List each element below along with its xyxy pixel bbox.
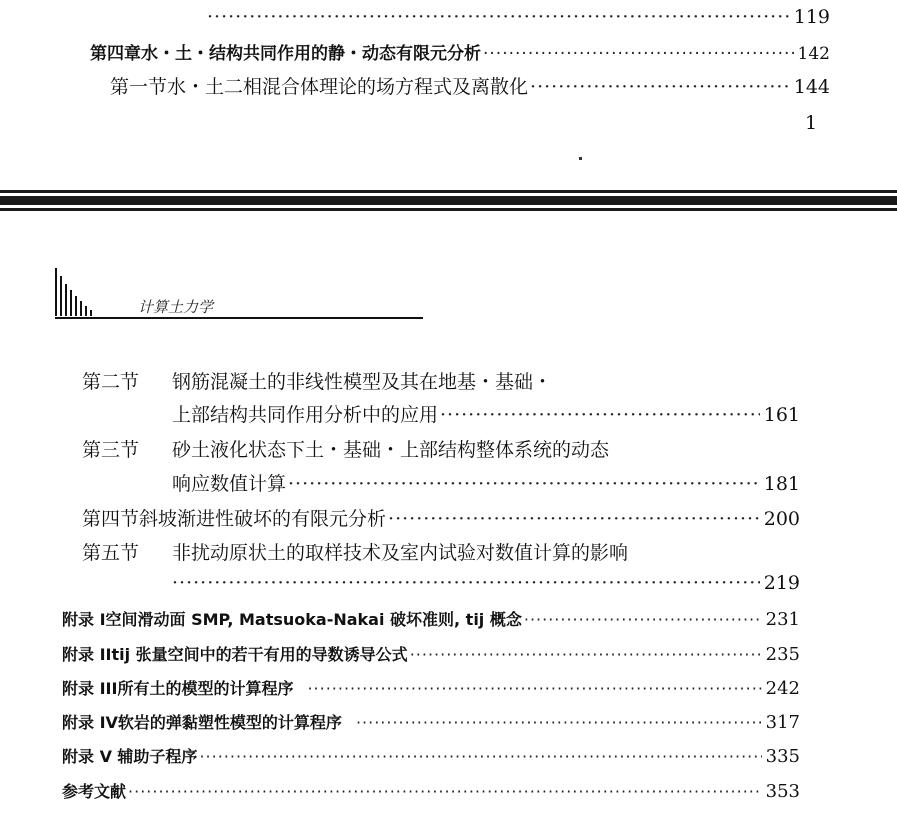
section-title-cont: 响应数值计算: [172, 473, 287, 495]
appendix-title: 软岩的弹黏塑性模型的计算程序: [117, 713, 342, 732]
prev-page-number: 1: [805, 112, 818, 134]
toc-section-5-cont[interactable]: [172, 572, 800, 594]
toc-appendix-2[interactable]: [62, 642, 800, 665]
dot-leader: [388, 508, 760, 530]
page-number: 242: [765, 678, 800, 699]
toc-section-5[interactable]: [82, 538, 628, 565]
toc-appendix-3[interactable]: [62, 676, 800, 699]
dot-leader: [524, 610, 762, 629]
section-title: 斜坡渐进性破坏的有限元分析: [139, 508, 387, 530]
page-number: 235: [765, 644, 800, 665]
page-number: 317: [765, 712, 800, 733]
section-title: 砂土液化状态下土・基础・上部结构整体系统的动态: [172, 439, 610, 461]
dot-leader: [128, 782, 762, 801]
toc-entry-prev-continuation: [205, 6, 830, 28]
page-number: 353: [765, 781, 800, 802]
toc-section-3-cont[interactable]: [172, 469, 800, 496]
running-title: 计算土力学: [138, 298, 214, 316]
page-number: 144: [793, 76, 830, 98]
dot-leader: [207, 6, 790, 28]
toc-appendix-4[interactable]: [62, 710, 800, 733]
speck: [579, 157, 582, 160]
toc-chapter-4[interactable]: [90, 39, 830, 64]
appendix-title: tij 张量空间中的若干有用的导数诱导公式: [111, 645, 408, 664]
dot-leader: [199, 747, 761, 766]
page-number: 219: [763, 572, 800, 594]
page-number: 142: [797, 44, 830, 64]
section-label: 第二节: [82, 371, 140, 393]
dot-leader: [483, 44, 794, 64]
dot-leader: [440, 404, 760, 426]
toc-appendix-1[interactable]: [62, 607, 800, 630]
page-number: 161: [763, 404, 800, 426]
page-number: 119: [793, 6, 830, 28]
dot-leader: [172, 572, 760, 594]
page-break-rule: [0, 196, 897, 205]
page-break-rule: [0, 208, 897, 211]
dot-leader: [410, 645, 762, 664]
chapter-label: 第四章: [90, 44, 141, 64]
references-label: 参考文献: [62, 782, 127, 801]
dot-leader: [288, 473, 760, 495]
toc-section-4-1[interactable]: [110, 72, 830, 99]
page-number: 181: [763, 473, 800, 495]
toc-appendix-5[interactable]: [62, 744, 800, 767]
page-number: 231: [765, 609, 800, 630]
section-title: 水・土二相混合体理论的场方程式及离散化: [167, 76, 529, 98]
toc-references[interactable]: [62, 779, 800, 802]
dot-leader: [356, 713, 762, 732]
section-title-cont: 上部结构共同作用分析中的应用: [172, 404, 439, 426]
toc-section-2-cont[interactable]: [172, 400, 800, 427]
section-label: 第四节: [82, 508, 140, 530]
appendix-label: 附录 IV: [62, 713, 118, 732]
appendix-title: 空间滑动面 SMP, Matsuoka-Nakai 破坏准则, tij 概念: [105, 610, 522, 629]
section-title: 钢筋混凝土的非线性模型及其在地基・基础・: [172, 371, 553, 393]
section-label: 第一节: [110, 76, 168, 98]
toc-section-4[interactable]: [82, 504, 800, 531]
section-title: 非扰动原状土的取样技术及室内试验对数值计算的影响: [172, 542, 629, 564]
appendix-label: 附录 I: [62, 610, 106, 629]
appendix-label: 附录 II: [62, 645, 112, 664]
chapter-title: 水・土・结构共同作用的静・动态有限元分析: [141, 44, 481, 64]
page-number: 200: [763, 508, 800, 530]
appendix-title: 辅助子程序: [117, 747, 198, 766]
dot-leader: [530, 76, 790, 98]
toc-section-3[interactable]: [82, 435, 609, 462]
page-break-rule: [0, 190, 897, 193]
page-number: 335: [765, 746, 800, 767]
appendix-label: 附录 V: [62, 747, 112, 766]
appendix-label: 附录 III: [62, 679, 118, 698]
toc-section-2[interactable]: [82, 367, 552, 394]
section-label: 第五节: [82, 542, 140, 564]
section-label: 第三节: [82, 439, 140, 461]
header-bars-icon: [55, 268, 430, 328]
appendix-title: 所有土的模型的计算程序: [117, 679, 294, 698]
dot-leader: [307, 679, 761, 698]
